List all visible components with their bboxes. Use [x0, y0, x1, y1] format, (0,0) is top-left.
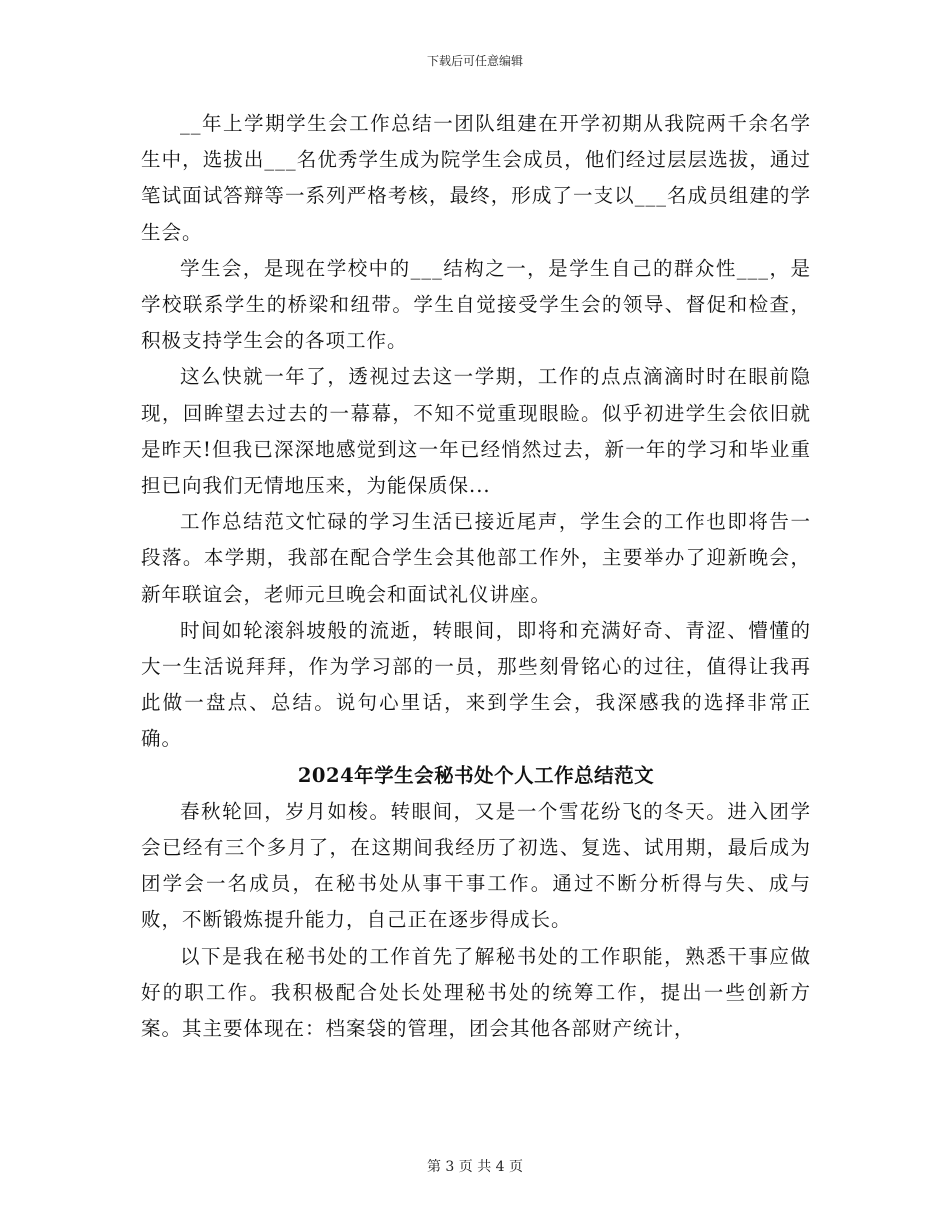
document-body	[141, 106, 811, 1047]
paragraph-6: 春秋轮回，岁月如梭。转眼间，又是一个雪花纷飞的冬天。进入团学会已经有三个多月了，在这期间我经历了初选、复选、试用期，最后成为团学会一名成员，在秘书处从事干事工作。通过不断分析得与失、成与败，不断锻炼提升能力，自己正在逐步得成长。	[141, 799, 811, 932]
paragraph-4: 工作总结范文忙碌的学习生活已接近尾声，学生会的工作也即将告一段落。本学期，我部在配合学生会其他部工作外，主要举办了迎新晚会，新年联谊会，老师元旦晚会和面试礼仪讲座。	[141, 510, 811, 606]
paragraph-2: 学生会，是现在学校中的___结构之一，是学生自己的群众性___，是学校联系学生的桥梁和纽带。学生自觉接受学生会的领导、督促和检查，积极支持学生会的各项工作。	[141, 256, 811, 353]
paragraph-1: __年上学期学生会工作总结一团队组建在开学初期从我院两千余名学生中，选拔出___名优秀学生成为院学生会成员，他们经过层层选拔，通过笔试面试答辩等一系列严格考核，最终，形成了一支以___名成员组建的学生会。	[141, 112, 811, 244]
page-number: 第 3 页 共 4 页	[426, 1159, 524, 1175]
paragraph-3: 这么快就一年了，透视过去这一学期，工作的点点滴滴时时在眼前隐现，回眸望去过去的一幕幕，不知不觉重现眼睑。似乎初进学生会依旧就是昨天!但我已深深地感觉到这一年已经悄然过去，新一年的学习和毕业重担已向我们无情地压来，为能保质保...	[141, 365, 811, 498]
section-title: 2024年学生会秘书处个人工作总结范文	[297, 763, 655, 787]
page-header-note: 下载后可任意编辑	[426, 54, 523, 68]
paragraph-7: 以下是我在秘书处的工作首先了解秘书处的工作职能，熟悉干事应做好的职工作。我积极配合处长处理秘书处的统筹工作，提出一些创新方案。其主要体现在：档案袋的管理，团会其他各部财产统计，	[141, 944, 811, 1041]
paragraph-5: 时间如轮滚斜坡般的流逝，转眼间，即将和充满好奇、青涩、懵懂的大一生活说拜拜，作为学习部的一员，那些刻骨铭心的过往，值得让我再此做一盘点、总结。说句心里话，来到学生会，我深感我的选择非常正确。	[141, 618, 811, 751]
